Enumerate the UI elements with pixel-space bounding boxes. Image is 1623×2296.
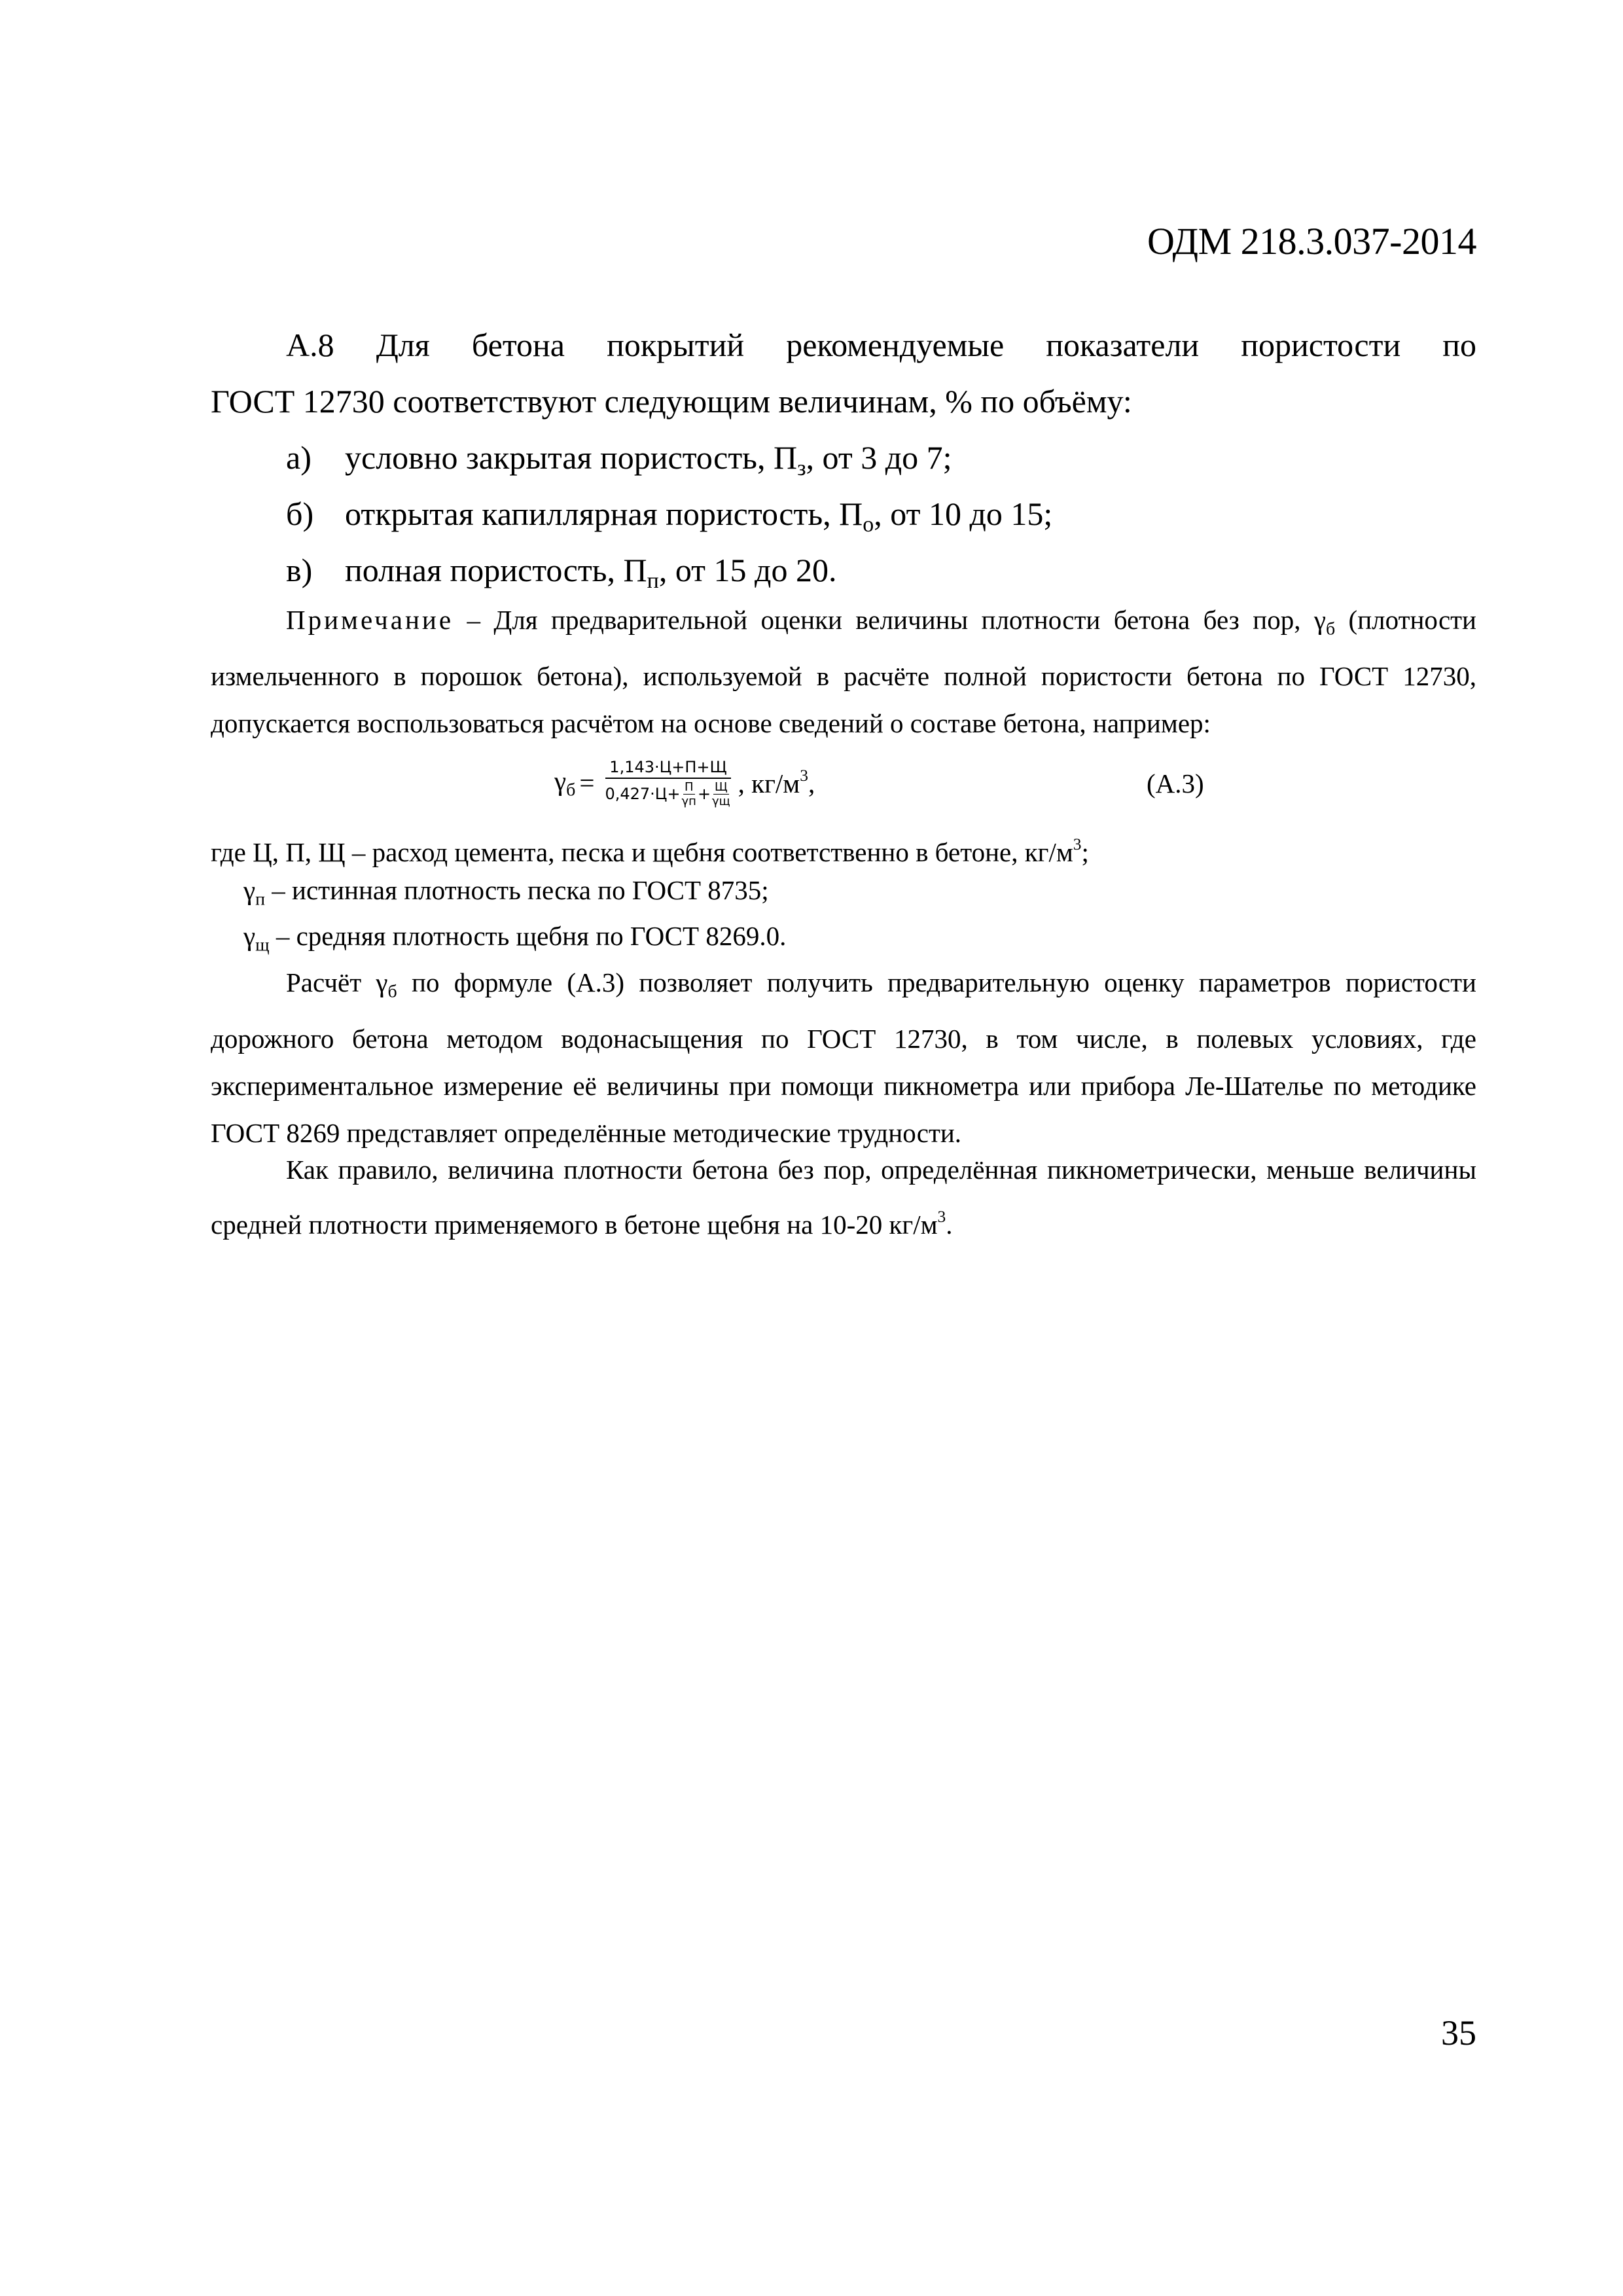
formula-lhs: $\gamma_б$ xyxy=(554,766,576,800)
section-a8-line1: А.8 Для бетона покрытий рекомендуемые показатели пористости по xyxy=(286,327,1477,363)
where-gamma-sh: $\gamma_щ$ – средняя плотность щебня по ГОСТ 8269.0. xyxy=(243,921,787,956)
section-a8 xyxy=(211,317,1476,598)
calc-paragraph: Расчёт $\gamma_б$ по формуле (А.3) позволяет получить предварительную оценку параметров пористости дорожного бетона методом водонасыщения по ГОСТ 12730, в том числе, в полевых условиях, где экспериментальное измерение её величины при помощи пикнометра или прибора Ле-Шателье по методике ГОСТ 8269 представляет определённые методические трудности. xyxy=(211,967,1476,1149)
note-line1: Примечание – Для предварительной оценки величины плотности бетона без пор, $\gamma_б$ (плотности xyxy=(286,605,1477,639)
note-block xyxy=(211,596,1476,819)
where-block xyxy=(211,821,1476,959)
note-title: Примечание xyxy=(286,605,454,635)
list-item: б) открытая капиллярная пористость, $П_о$, от 10 до 15; xyxy=(286,495,1053,537)
formula-units: , $кг/м^3$, xyxy=(738,766,815,799)
section-a8-line2: ГОСТ 12730 соответствуют следующим величинам, % по объёму: xyxy=(211,383,1132,420)
where-gamma-p: $\gamma_п$ – истинная плотность песка по ГОСТ 8735; xyxy=(243,875,769,910)
page-number: 35 xyxy=(1441,2013,1476,2053)
document-code: ОДМ 218.3.037-2014 xyxy=(1147,220,1476,262)
formula-number: (А.3) xyxy=(1147,768,1204,799)
formula-fraction: 1,143·Ц+П+Щ 0,427·Ц+ $\frac{П}{\gamma п}$ + $\frac{Щ}{\gamma щ}$ xyxy=(605,757,730,808)
note-line2: измельченного в порошок бетона), используемой в расчёте полной пористости бетона по ГОСТ 12730, xyxy=(211,661,1476,692)
list-item: в) полная пористость, $П_п$, от 15 до 20. xyxy=(286,552,837,594)
rule-paragraph: Как правило, величина плотности бетона без пор, определённая пикнометрически, меньше величины средней плотности применяемого в бетоне щебня на 10-20 $кг/м^3$. xyxy=(211,1155,1476,1240)
where-line1: где Ц, П, Щ – расход цемента, песка и щебня соответственно в бетоне, $кг/м^3$; xyxy=(211,835,1089,867)
note-line3: допускается воспользоваться расчётом на основе сведений о составе бетона, например: xyxy=(211,708,1211,739)
formula-a3: $\gamma_б$ = 1,143·Ц+П+Щ 0,427·Ц+ $\frac{П}{\gamma п}$ + $\frac{Щ}{\gamma щ}$ , $кг/м^3$, (А.3) xyxy=(554,757,1204,808)
list-item: а) условно закрытая пористость, $П_з$, от 3 до 7; xyxy=(286,439,952,481)
